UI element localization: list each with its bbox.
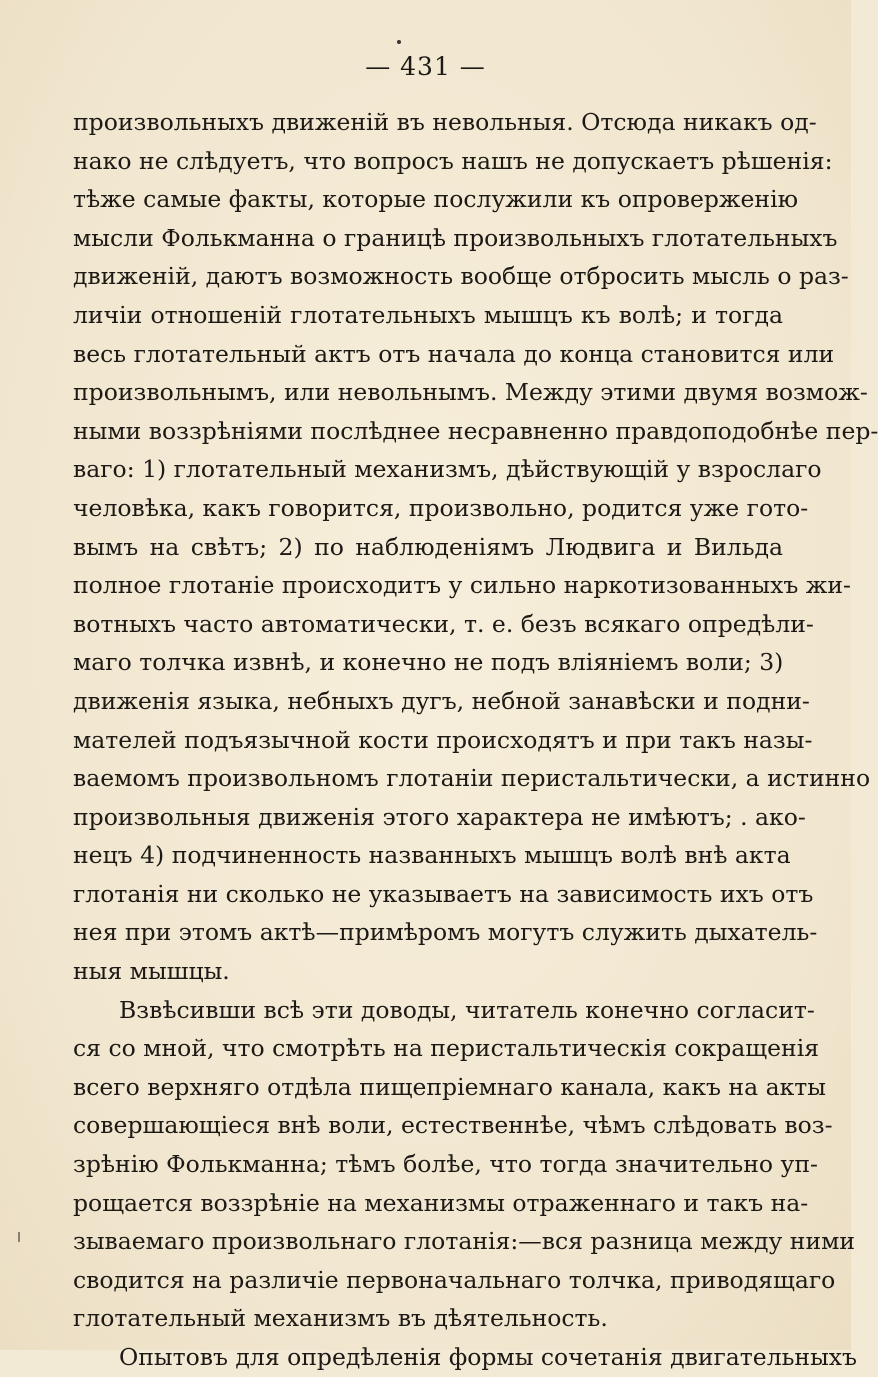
text-line: произвольнымъ, или невольнымъ. Между этими двумя возмож- [73, 378, 868, 407]
text-line: движенія языка, небныхъ дугъ, небной занавѣски и подни- [73, 686, 810, 715]
text-line: Опытовъ для опредѣленія формы сочетанія двигательныхъ [119, 1343, 858, 1371]
text-line: полное глотаніе происходитъ у сильно наркотизованныхъ жи- [73, 571, 851, 600]
margin-mark [18, 1232, 20, 1242]
text-line: мысли Фолькманна о границѣ произвольныхъ глотательныхъ [73, 223, 838, 252]
paragraph-3 [73, 1338, 858, 1377]
text-line: глотанія ни сколько не указываетъ на зависимость ихъ отъ [73, 879, 814, 908]
text-line: человѣка, какъ говорится, произвольно, родится уже гото- [73, 493, 809, 522]
text-line: маго толчка извнѣ, и конечно не подъ вліяніемъ воли; 3) [73, 648, 784, 677]
text-line: личіи отношеній глотательныхъ мышцъ къ волѣ; и тогда [73, 300, 783, 329]
text-line: нея при этомъ актѣ—примѣромъ могутъ служить дыхатель- [73, 918, 818, 947]
text-line: глотательный механизмъ въ дѣятельность. [73, 1304, 608, 1333]
text-line: тѣже самые факты, которые послужили къ опроверженію [73, 185, 799, 214]
text-line: произвольныхъ движеній въ невольныя. Отсюда никакъ од- [73, 108, 817, 136]
text-line: зываемаго произвольнаго глотанія:—вся разница между ними [73, 1227, 856, 1256]
text-line: ваго: 1) глотательный механизмъ, дѣйствующій у взрослаго [73, 455, 822, 484]
text-line: ными воззрѣніями послѣднее несравненно правдоподобнѣе пер- [73, 416, 878, 445]
text-line: ваемомъ произвольномъ глотаніи перистальтически, а истинно [73, 764, 871, 793]
text-line: нецъ 4) подчиненность названныхъ мышцъ волѣ внѣ акта [73, 841, 791, 870]
text-line: вымъ на свѣтъ; 2) по наблюденіямъ Людвига и Вильда [73, 532, 783, 561]
page-number: — 431 — [365, 52, 486, 81]
text-line: ныя мышцы. [73, 957, 230, 986]
text-line: Взвѣсивши всѣ эти доводы, читатель конечно согласит- [119, 995, 815, 1024]
text-line: совершающіеся внѣ воли, естественнѣе, чѣмъ слѣдовать воз- [73, 1111, 833, 1140]
paragraph-2 [73, 991, 856, 1338]
text-line: произвольныя движенія этого характера не имѣютъ; . ако- [73, 802, 806, 831]
body-text [73, 103, 878, 1377]
text-line: всего верхняго отдѣла пищепріемнаго канала, какъ на акты [73, 1072, 826, 1101]
text-line: сводится на различіе первоначальнаго толчка, приводящаго [73, 1265, 836, 1294]
text-line: мателей подъязычной кости происходятъ и при такъ назы- [73, 725, 813, 754]
print-speck [397, 40, 401, 44]
paragraph-1 [73, 103, 878, 991]
text-line: движеній, даютъ возможность вообще отбросить мысль о раз- [73, 262, 849, 291]
text-line: ся со мной, что смотрѣть на перистальтическія сокращенія [73, 1034, 820, 1063]
text-line: вотныхъ часто автоматически, т. е. безъ всякаго опредѣли- [73, 609, 814, 638]
text-line: рощается воззрѣніе на механизмы отраженнаго и такъ на- [73, 1188, 809, 1217]
text-line: нако не слѣдуетъ, что вопросъ нашъ не допускаетъ рѣшенія: [73, 146, 833, 175]
text-line: зрѣнію Фолькманна; тѣмъ болѣе, что тогда значительно уп- [73, 1150, 818, 1179]
text-line: весь глотательный актъ отъ начала до конца становится или [73, 339, 835, 368]
